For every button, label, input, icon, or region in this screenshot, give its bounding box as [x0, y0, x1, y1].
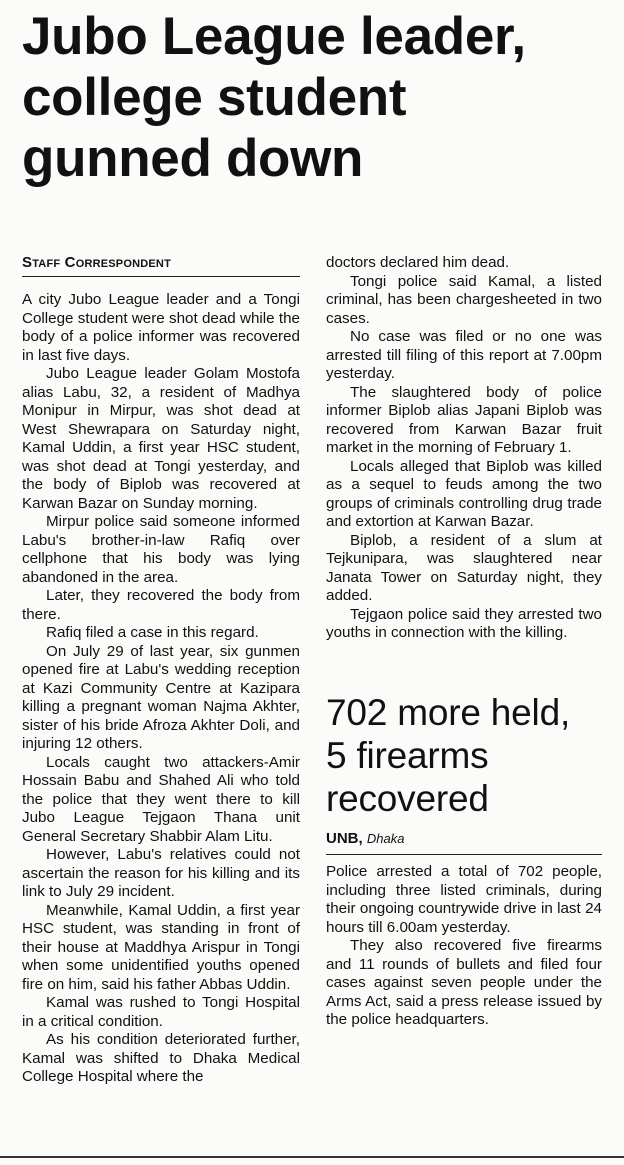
headline-line: gunned down [22, 129, 364, 188]
headline-line: 702 more held, [326, 691, 571, 733]
main-story-column-right [326, 254, 602, 1030]
article-paragraph: Jubo League leader Golam Mostofa alias Labu, 32, a resident of Madhya Monipur in Mirpur, was shot dead at West Shewrapara on Saturday night, Kamal Uddin, a first year HSC student, was shot dead at Tongi yesterday, and the body of Biplob was recovered at Karwan Bazar on Sunday morning. [22, 365, 300, 512]
dateline-place: Dhaka [366, 830, 405, 846]
article-paragraph: Tongi police said Kamal, a listed criminal, has been chargesheeted in two cases. [326, 272, 602, 327]
headline-line: college student [22, 68, 407, 127]
article-paragraph: A city Jubo League leader and a Tongi College student were shot dead while the body of a police informer was recovered in last five days. [22, 291, 300, 364]
second-story-headline [326, 691, 602, 820]
article-paragraph: Locals caught two attackers-Amir Hossain Babu and Shahed Ali who told the police that they went there to kill Jubo League Tejgaon Thana unit General Secretary Shabbir Alam Litu. [22, 753, 300, 845]
staff-byline: Staff Correspondent [22, 254, 300, 277]
article-paragraph: Locals alleged that Biplob was killed as a sequel to feuds among the two groups of criminals controlling drug trade and extortion at Karwan Bazar. [326, 457, 602, 530]
article-paragraph: doctors declared him dead. [326, 254, 510, 271]
agency-byline [326, 830, 602, 856]
article-paragraph: No case was filed or no one was arrested till filing of this report at 7.00pm yesterday. [326, 328, 602, 382]
main-headline [22, 6, 612, 189]
article-paragraph: Meanwhile, Kamal Uddin, a first year HSC student, was standing in front of their house at Maddhya Arispur in Tongi when some unidentified youths opened fire on him, said his father Abbas Uddin. [22, 901, 300, 993]
article-paragraph: Mirpur police said someone informed Labu's brother-in-law Rafiq over cellphone that his body was lying abandoned in the area. [22, 513, 300, 586]
article-paragraph: They also recovered five firearms and 11 rounds of bullets and filed four cases against seven people under the Arms Act, said a press release issued by the police headquarters. [326, 937, 602, 1028]
article-paragraph: Later, they recovered the body from there. [22, 587, 300, 623]
headline-line: Jubo League leader, [22, 7, 526, 66]
headline-line: 5 firearms [326, 734, 489, 776]
headline-line: recovered [326, 777, 489, 819]
article-paragraph: The slaughtered body of police informer Biplob alias Japani Biplob was recovered from Karwan Bazar fruit market in the morning of February 1. [326, 383, 602, 456]
article-paragraph: Kamal was rushed to Tongi Hospital in a critical condition. [22, 994, 300, 1030]
article-paragraph: On July 29 of last year, six gunmen opened fire at Labu's wedding reception at Kazi Community Centre at Kazipara killing a pregnant woman Najma Akhter, sister of his bride Afroza Akhter Doli, and injuring 12 others. [22, 642, 300, 752]
article-paragraph: Rafiq filed a case in this regard. [46, 624, 259, 641]
article-paragraph: Tejgaon police said they arrested two youths in connection with the killing. [326, 605, 602, 641]
bottom-divider [0, 1156, 624, 1158]
article-paragraph: Police arrested a total of 702 people, including three listed criminals, during their ongoing countrywide drive in last 24 hours till 6.00am yesterday. [326, 863, 602, 936]
article-paragraph: Biplob, a resident of a slum at Tejkunipara, was slaughtered near Janata Tower on Saturday night, they added. [326, 531, 602, 604]
article-paragraph: However, Labu's relatives could not ascertain the reason for his killing and its link to July 29 incident. [22, 846, 300, 900]
agency-name: UNB, [326, 829, 363, 847]
article-paragraph: As his condition deteriorated further, Kamal was shifted to Dhaka Medical College Hospital where the [22, 1031, 300, 1085]
main-story-column-left [22, 254, 300, 1087]
